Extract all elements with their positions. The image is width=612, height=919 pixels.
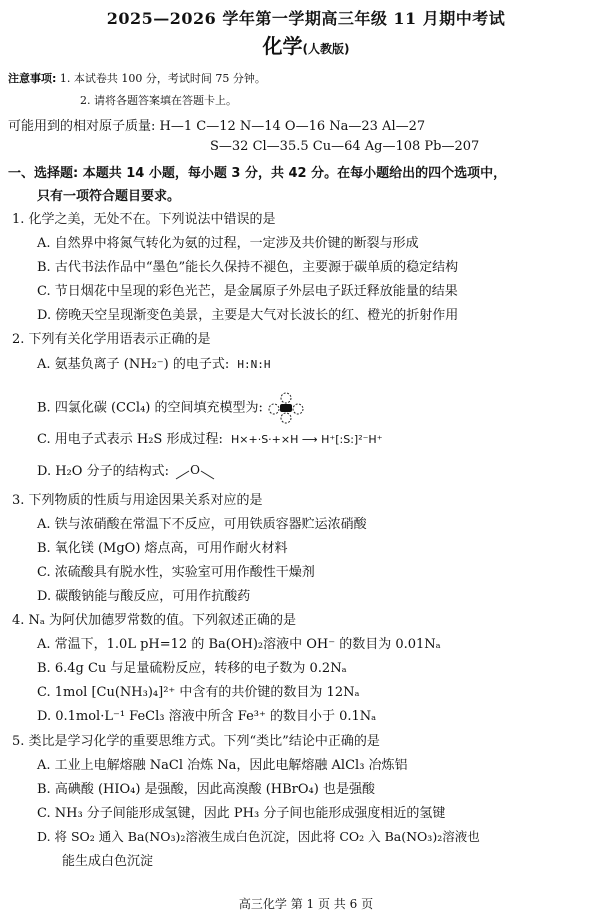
edition-tag: (人教版) bbox=[302, 42, 350, 56]
question-2-option-c-text: C. 用电子式表示 H₂S 形成过程: bbox=[37, 432, 223, 447]
amide-electron-formula: H:N:H bbox=[237, 358, 271, 371]
question-3-option-d: D. 碳酸钠能与酸反应，可用作抗酸药 bbox=[37, 589, 251, 604]
question-2-option-a-text: A. 氨基负离子 (NH₂⁻) 的电子式: bbox=[37, 357, 230, 372]
question-4-option-a: A. 常温下，1.0L pH=12 的 Ba(OH)₂溶液中 OH⁻ 的数目为 0.01Nₐ bbox=[37, 637, 441, 652]
question-5-option-b: B. 高碘酸 (HIO₄) 是强酸，因此高溴酸 (HBrO₄) 也是强酸 bbox=[37, 782, 375, 797]
section-heading-line-1: 一、选择题: 本题共 14 小题，每小题 3 分，共 42 分。在每小题给出的四个选项中， bbox=[8, 166, 507, 181]
question-4-option-d: D. 0.1mol·L⁻¹ FeCl₃ 溶液中所含 Fe³⁺ 的数目小于 0.1Nₐ bbox=[37, 709, 377, 724]
question-3-option-a: A. 铁与浓硝酸在常温下不反应，可用铁质容器贮运浓硝酸 bbox=[37, 517, 367, 532]
question-2-option-b-text: B. 四氯化碳 (CCl₄) 的空间填充模型为: bbox=[37, 400, 263, 416]
question-1-option-b: B. 古代书法作品中“墨色”能长久保持不褪色，主要源于碳单质的稳定结构 bbox=[37, 260, 459, 275]
notice-line-1 bbox=[8, 70, 266, 86]
question-1-option-c: C. 节日烟花中呈现的彩色光芒，是金属原子外层电子跃迁释放能量的结果 bbox=[37, 284, 458, 299]
question-2-option-d bbox=[37, 460, 217, 482]
question-2-option-b bbox=[37, 392, 305, 424]
exam-title: 2025—2026 学年第一学期高三年级 11 月期中考试 bbox=[106, 9, 506, 28]
question-1-stem: 1. 化学之美，无处不在。下列说法中错误的是 bbox=[12, 212, 276, 227]
page-footer: 高三化学 第 1 页 共 6 页 bbox=[238, 897, 374, 911]
atomic-masses-line-2: S—32 Cl—35.5 Cu—64 Ag—108 Pb—207 bbox=[210, 139, 480, 154]
question-3-option-c: C. 浓硫酸具有脱水性，实验室可用作酸性干燥剂 bbox=[37, 565, 315, 580]
question-2-option-c bbox=[37, 428, 383, 447]
notice-label: 注意事项: bbox=[8, 72, 57, 85]
h2s-formation-formula: H×+·S·+×H ⟶ H⁺[:S:]²⁻H⁺ bbox=[231, 433, 383, 446]
notice-item-1: 1. 本试卷共 100 分，考试时间 75 分钟。 bbox=[59, 72, 266, 85]
question-5-stem: 5. 类比是学习化学的重要思维方式。下列“类比”结论中正确的是 bbox=[12, 734, 380, 749]
question-5-option-a: A. 工业上电解熔融 NaCl 冶炼 Na，因此电解熔融 AlCl₃ 冶炼铝 bbox=[37, 758, 408, 773]
question-1-option-a: A. 自然界中将氮气转化为氨的过程，一定涉及共价键的断裂与形成 bbox=[37, 236, 419, 251]
question-4-option-c: C. 1mol [Cu(NH₃)₄]²⁺ 中含有的共价键的数目为 12Nₐ bbox=[37, 685, 360, 700]
subject-name: 化学 bbox=[262, 34, 303, 58]
section-heading-line-2: 只有一项符合题目要求。 bbox=[37, 189, 181, 204]
notice-item-2: 2. 请将各题答案填在答题卡上。 bbox=[80, 94, 237, 107]
question-5-option-c: C. NH₃ 分子间能形成氢键，因此 PH₃ 分子间也能形成强度相近的氢键 bbox=[37, 806, 446, 821]
oxygen-atom-label: O bbox=[190, 462, 201, 477]
question-4-stem: 4. Nₐ 为阿伏加德罗常数的值。下列叙述正确的是 bbox=[12, 613, 297, 628]
water-structural-formula-icon bbox=[173, 462, 217, 482]
question-3-option-b: B. 氧化镁 (MgO) 熔点高，可用作耐火材料 bbox=[37, 541, 288, 556]
question-2-stem: 2. 下列有关化学用语表示正确的是 bbox=[12, 332, 211, 347]
ccl4-space-filling-model-icon bbox=[267, 392, 305, 424]
question-5-option-d-line-2: 能生成白色沉淀 bbox=[62, 854, 154, 869]
question-4-option-b: B. 6.4g Cu 与足量硫粉反应，转移的电子数为 0.2Nₐ bbox=[37, 661, 347, 676]
question-2-option-d-text: D. H₂O 分子的结构式: bbox=[37, 464, 169, 479]
subject-heading bbox=[0, 30, 612, 59]
atomic-masses-line-1: 可能用到的相对原子质量: H—1 C—12 N—14 O—16 Na—23 Al—27 bbox=[8, 119, 426, 134]
question-3-stem: 3. 下列物质的性质与用途因果关系对应的是 bbox=[12, 493, 263, 508]
question-5-option-d-line-1: D. 将 SO₂ 通入 Ba(NO₃)₂溶液生成白色沉淀，因此将 CO₂ 入 Ba(NO₃)₂溶液也 bbox=[37, 829, 480, 844]
question-2-option-a bbox=[37, 353, 271, 372]
question-1-option-d: D. 傍晚天空呈现渐变色美景，主要是大气对长波长的红、橙光的折射作用 bbox=[37, 308, 459, 323]
